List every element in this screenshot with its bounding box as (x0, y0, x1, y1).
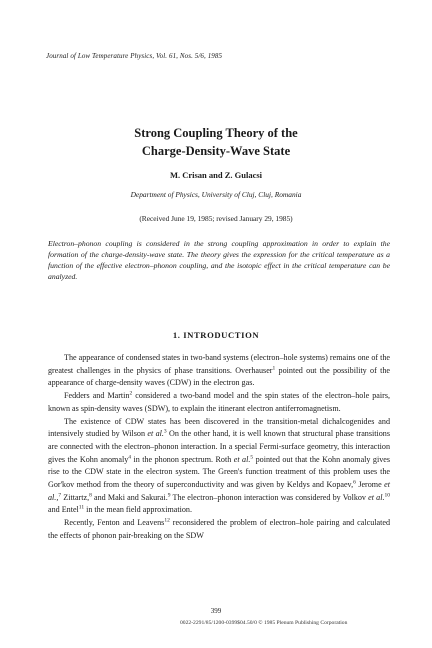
citation-7: 7 (58, 492, 62, 499)
body-text (48, 352, 390, 543)
affiliation: Department of Physics, University of Cluj, Cluj, Romania (130, 190, 302, 199)
paper-title (0, 124, 432, 160)
title-line-1: Strong Coupling Theory of the (134, 126, 298, 140)
citation-4: 4 (128, 453, 131, 460)
paragraph-4: Recently, Fenton and Leavens$^{12}$ reconsidered the problem of electron–hole pairing and calculated the effects of phonon pair-breaking on the SDW (48, 517, 390, 540)
authors: M. Crisan and Z. Gulacsi (169, 170, 263, 180)
journal-citation: Journal of Low Temperature Physics, Vol. 61, Nos. 5/6, 1985 (46, 52, 223, 60)
paragraph-2: Fedders and Martin$^2$ considered a two-band model and the spin states of the electron–hole pairs, known as spin-density waves (SDW), to explain the itinerant electron antiferromagnetism. (48, 390, 390, 413)
citation-9: 9 (167, 492, 171, 499)
title-line-2: Charge-Density-Wave State (141, 144, 291, 158)
received-date: (Received June 19, 1985; revised January 29, 1985) (139, 214, 293, 223)
citation-11: 11 (78, 504, 85, 511)
paragraph-3: The existence of CDW states has been discovered in the transition-metal dichalcogenides and intensively studied by Wilson et al.$^3$ On the other hand, it is well known that structural phase transitions are connected with the electron–phonon interaction. In a special Fermi-surface geometry, this interaction gives the Kohn anomaly$^4$ in the phonon spectrum. Roth et al.$^5$ pointed out that the Kohn anomaly gives rise to the CDW state in the electron system. The Green's function treatment of this problem uses the Gor'kov method from the theory of superconductivity and was given by Keldys and Kopaev,$^6$ Jerome et al.,$^7$ Zittartz,$^8$ and Maki and Sakurai.$^9$ The electron–phonon interaction was considered by Volkov et al.$^{10}$ and Entel$^{11}$ in the mean field approximation. (48, 416, 391, 515)
copyright-line: 0022-2291/85/1200-0399$04.50/0 © 1985 Plenum Publishing Corporation (180, 620, 348, 626)
citation-3: 3 (163, 428, 167, 435)
paragraph-1: The appearance of condensed states in two-band systems (electron–hole systems) remains one of the greatest challenges in the physics of phase transitions. Overhauser$^1$ pointed out the possibility of the appearance of charge-density waves (CDW) in the electron gas. (48, 353, 390, 388)
page-number: 399 (210, 607, 222, 615)
citation-12: 12 (164, 517, 170, 524)
citation-1: 1 (272, 365, 276, 372)
citation-8: 8 (89, 492, 92, 499)
citation-10: 10 (384, 492, 390, 499)
section-heading: 1. INTRODUCTION (172, 330, 260, 340)
abstract: Electron–phonon coupling is considered in the strong coupling approximation in order to explain the formation of the charge-density-wave state. The theory gives the expression for the critical temperature as a function of the effective electron–phonon coupling, and the isotopic effect in the critical temperature can be analyzed. (48, 239, 390, 281)
citation-6: 6 (353, 479, 356, 486)
citation-5: 5 (250, 453, 254, 460)
citation-2: 2 (129, 390, 133, 397)
